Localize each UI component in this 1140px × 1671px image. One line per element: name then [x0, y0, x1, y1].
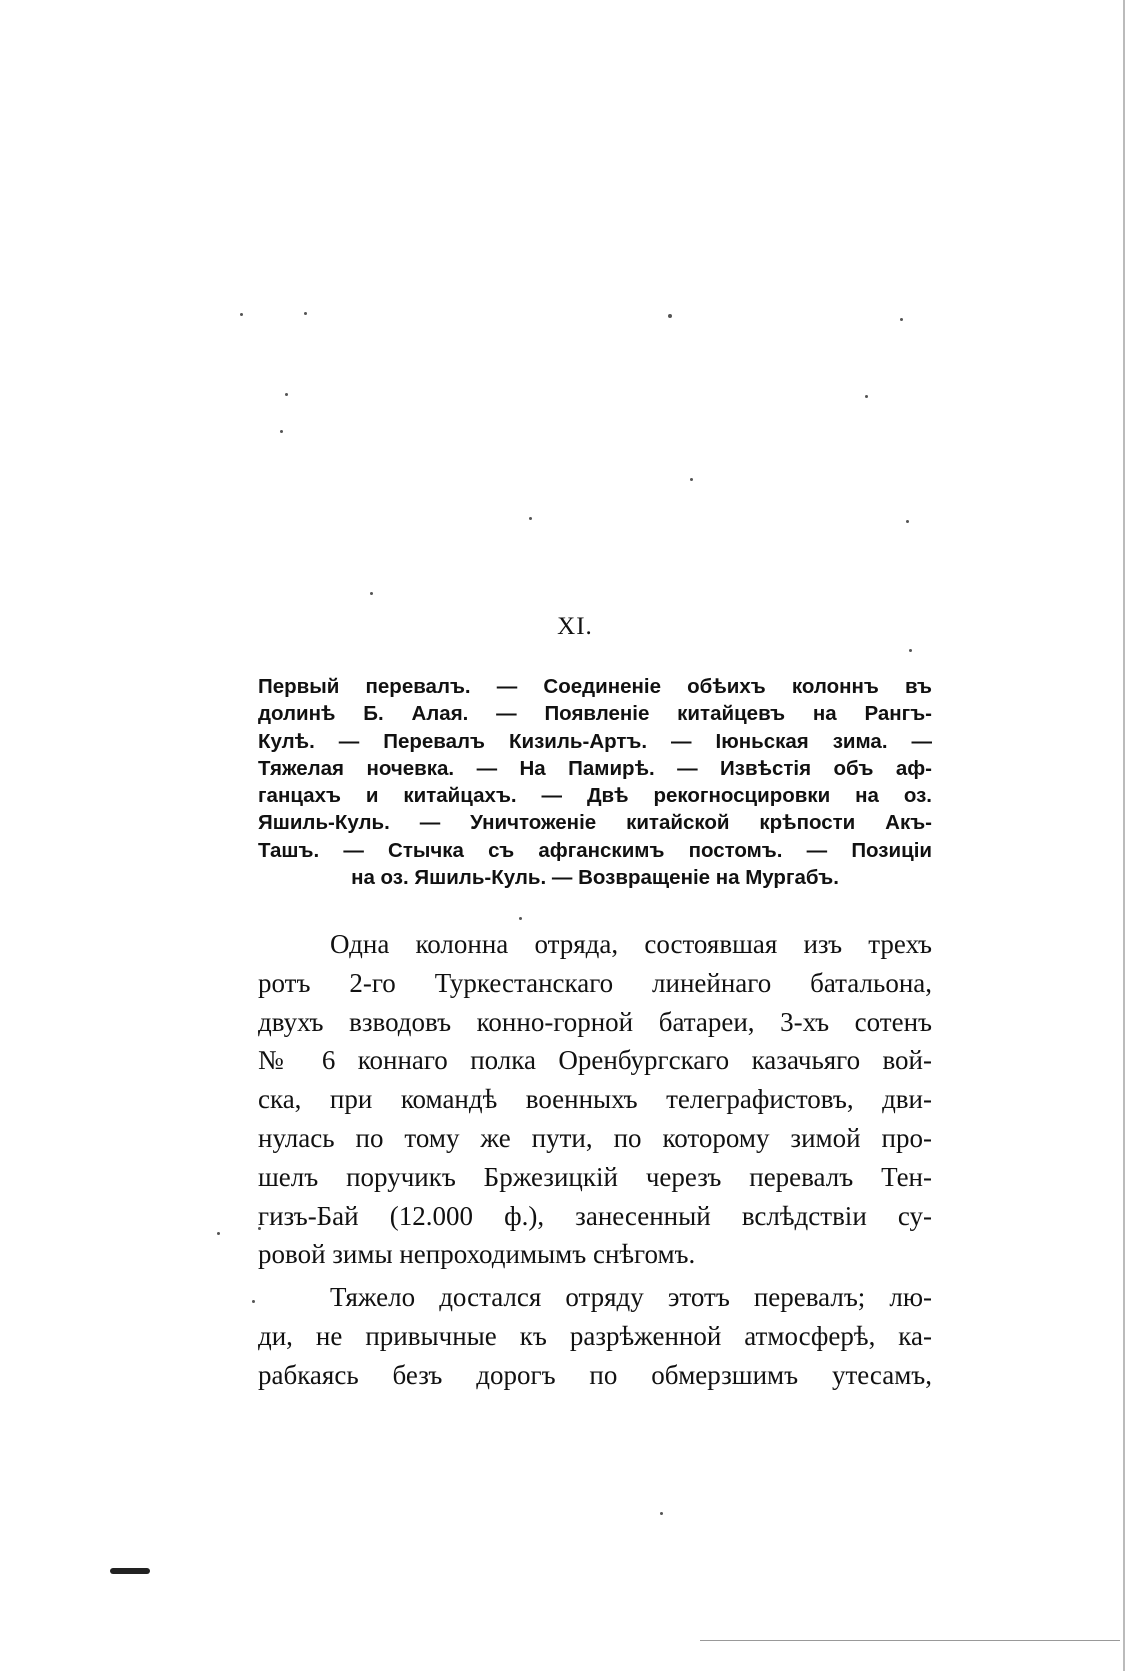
page-bottom-line: [700, 1640, 1120, 1641]
scan-speck: [690, 478, 693, 481]
text-line: ска, при командѣ военныхъ телеграфистовъ, дви-: [258, 1084, 932, 1115]
text-line: нулась по тому же пути, по которому зимой про-: [258, 1122, 932, 1153]
text-line: № 6 коннаго полка Оренбургскаго казачьяго вой-: [258, 1045, 932, 1076]
chapter-number: XI.: [557, 613, 593, 640]
summary-line: долинѣ Б. Алая. — Появленіе китайцевъ на Рангъ-: [258, 702, 932, 726]
text-line: шелъ поручикъ Бржезицкій черезъ перевалъ Тен-: [258, 1161, 932, 1192]
scan-speck: [370, 592, 373, 595]
summary-line: Ташъ. — Стычка съ афганскимъ постомъ. — Позиціи: [258, 838, 932, 862]
scan-speck: [280, 430, 283, 433]
paragraph-2: [258, 1278, 932, 1394]
text-line: гизъ-Бай (12.000 ф.), занесенный вслѣдствіи су-: [258, 1200, 932, 1231]
scan-speck: [865, 395, 868, 398]
text-line: ротъ 2-го Туркестанскаго линейнаго батальона,: [258, 967, 932, 998]
summary-line: Тяжелая ночевка. — На Памирѣ. — Извѣстія объ аф-: [258, 756, 932, 780]
scan-speck: [529, 517, 532, 520]
chapter-summary: [258, 673, 932, 891]
scan-speck: [519, 917, 522, 920]
text-line: Одна колонна отряда, состоявшая изъ трехъ: [330, 929, 932, 959]
scan-speck: [285, 393, 288, 396]
text-line: Тяжело достался отряду этотъ перевалъ; лю-: [330, 1282, 932, 1313]
summary-line: ганцахъ и китайцахъ. — Двѣ рекогносцировки на оз.: [258, 784, 932, 808]
scan-speck: [252, 1300, 255, 1303]
scan-speck: [900, 318, 903, 321]
summary-line: Кулѣ. — Перевалъ Кизиль-Артъ. — Іюньская зима. —: [258, 729, 932, 753]
text-line: ди, не привычные къ разрѣженной атмосферѣ, ка-: [258, 1320, 932, 1351]
paragraph-1: [258, 925, 932, 1274]
text-line: ровой зимы непроходимымъ снѣгомъ.: [258, 1239, 696, 1270]
scan-speck: [668, 314, 672, 318]
scan-speck: [304, 312, 307, 315]
summary-line: Яшиль-Куль. — Уничтоженіе китайской крѣпости Акъ-: [258, 811, 932, 835]
page-edge-line: [1123, 0, 1125, 1671]
summary-line: на оз. Яшиль-Куль. — Возвращеніе на Мургабъ.: [351, 866, 839, 890]
scan-speck: [110, 1568, 150, 1574]
scan-speck: [217, 1232, 220, 1235]
body-text: [258, 925, 932, 1395]
summary-line: Первый перевалъ. — Соединеніе обѣихъ колоннъ въ: [258, 675, 932, 698]
scan-speck: [660, 1512, 663, 1515]
text-line: двухъ взводовъ конно-горной батареи, 3-хъ сотенъ: [258, 1006, 932, 1037]
scan-speck: [909, 649, 912, 652]
scan-speck: [240, 313, 243, 316]
text-line: рабкаясь безъ дорогъ по обмерзшимъ утесамъ,: [258, 1359, 932, 1390]
scan-speck: [906, 520, 909, 523]
